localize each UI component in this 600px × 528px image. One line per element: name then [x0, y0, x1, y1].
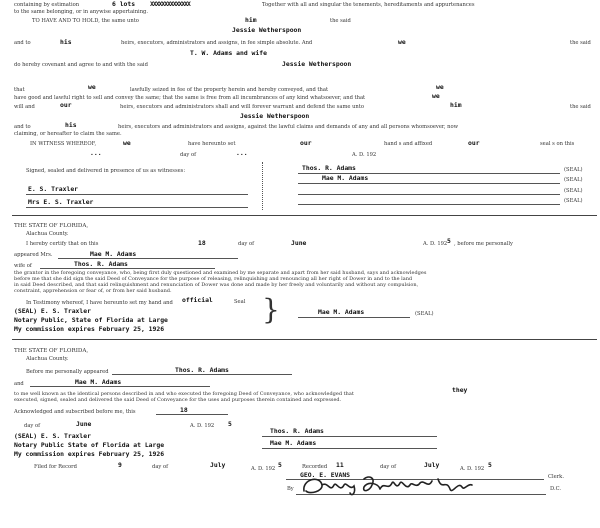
seized-we: we — [88, 83, 96, 91]
ack1-state: THE STATE OF FLORIDA, — [14, 223, 89, 229]
brace: } — [262, 293, 280, 326]
witness-we: we — [123, 139, 131, 147]
deed-line2-text: to the same belonging, or in anywise appertaining. — [14, 9, 149, 15]
fill-line — [30, 386, 210, 387]
ack1-para-1: the grantor in the foregoing conveyance, who, being first duly questioned and examined by me separate and apart from her said husband, says and acknowledges — [14, 270, 427, 276]
ack2-ad: A. D. 192 — [190, 423, 215, 429]
ack1-notary-name: (SEAL) E. S. Traxler — [14, 307, 91, 315]
assigns-text-b: heirs, executors and administrators and assigns, against the lawful claims and demands of any and all persons whomsoever, now — [118, 124, 459, 130]
habendum-said: the said — [330, 18, 351, 24]
deed-lots-value: 6 lots — [112, 0, 136, 8]
witness-hereunto: have hereunto set — [188, 141, 236, 147]
ack1-county: Alachua County. — [26, 231, 69, 237]
warrant-text-a: will and — [14, 104, 35, 110]
ack2-para-1: to me well known as the identical persons described in and who executed the foregoing Deed of Conveyance, who acknowledged that — [14, 391, 354, 397]
ack1-day: 18 — [198, 239, 206, 247]
grantee-name-1: Jessie Wetherspoon — [232, 26, 302, 34]
ack1-year-digit: 5 — [447, 237, 451, 245]
ack1-notary-title: Notary Public, State of Florida at Large — [14, 316, 168, 324]
recorded-ad: A. D. 192 — [460, 466, 485, 472]
deed-line1-text: containing by estimation — [14, 2, 80, 8]
ack2-day: 18 — [180, 406, 188, 414]
grantee-name-2: Jessie Wetherspoon — [282, 60, 352, 68]
typed-dots: ... — [90, 149, 102, 157]
ack1-para-3: in said Deed described, and that said relinquishment and renunciation of Dower was done and made by her freely and voluntarily and without any compulsion, — [14, 282, 419, 288]
assigns-text-a: and to — [14, 124, 31, 130]
recorded-day-of: day of — [380, 464, 397, 470]
signature-line — [298, 317, 410, 318]
habendum-grantee-pronoun: him — [245, 16, 257, 24]
witness-our-1: our — [300, 139, 312, 147]
ack2-appeared: Before me personally appeared — [26, 369, 109, 375]
signed-sealed-text: Signed, sealed and delivered in presence of us as witnesses: — [26, 168, 186, 174]
filed-month: July — [210, 461, 226, 469]
section-divider — [12, 339, 597, 340]
recorded-month: July — [424, 461, 440, 469]
filed-label: Filed for Record — [34, 464, 77, 470]
ack1-signature: Mae M. Adams — [318, 308, 365, 316]
section-divider — [12, 215, 597, 216]
witness-line — [26, 194, 248, 195]
grantee-name-3: Jessie Wetherspoon — [240, 112, 310, 120]
filed-ad: A. D. 192 — [251, 466, 276, 472]
ack1-seal-word: Seal — [234, 299, 246, 305]
seal-label: (SEAL) — [564, 177, 583, 183]
ack1-wife-of: wife of — [14, 263, 32, 269]
clerk-label: Clerk. — [548, 474, 564, 480]
signature-line — [262, 448, 437, 449]
right-to-sell-we: we — [432, 92, 440, 100]
fill-line — [112, 374, 292, 375]
ack1-appeared: appeared Mrs. — [14, 252, 53, 258]
covenant-text: do hereby covenant and agree to and with the said — [14, 62, 148, 68]
witness-hands: hand s and affixed — [384, 141, 433, 147]
ack1-ad: A. D. 192 — [423, 241, 448, 247]
warrant-him: him — [450, 101, 462, 109]
seized-text-a: that — [14, 87, 25, 93]
right-to-sell-text: have good and lawful right to sell and convey the same; that the same is free from all incumbrances of any kind whatsoever, and that — [14, 95, 366, 101]
seal-label: (SEAL) — [564, 167, 583, 173]
filed-day-of: day of — [152, 464, 169, 470]
warrant-text-b: heirs, executors and administrators shall and will forever warrant and defend the same unto — [120, 104, 364, 110]
recorded-label: Recorded — [302, 464, 328, 470]
witness-1-name: E. S. Traxler — [28, 185, 79, 193]
ack2-state: THE STATE OF FLORIDA, — [14, 348, 89, 354]
ack1-certify-text: I hereby certify that on this — [26, 241, 99, 247]
fill-line — [58, 258, 238, 259]
witness-seals: seal s on this — [540, 141, 575, 147]
signature-line — [298, 204, 560, 205]
signature-line — [298, 194, 560, 195]
witness-our-2: our — [468, 139, 480, 147]
seal-label: (SEAL) — [564, 188, 583, 194]
witness-2-name: Mrs E. S. Traxler — [28, 198, 94, 206]
ack1-testimony: In Testimony whereof, I have hereunto set my hand and — [26, 300, 173, 306]
recorded-year-digit: 5 — [488, 461, 492, 469]
ack2-county: Alachua County. — [26, 356, 69, 362]
seized-we-2: we — [436, 83, 444, 91]
ack2-they: they — [452, 386, 468, 394]
ack1-month: June — [291, 239, 307, 247]
ack2-signature-1: Thos. R. Adams — [270, 427, 324, 435]
heirs-said: the said — [570, 40, 591, 46]
ack2-day-of: day of — [24, 423, 41, 429]
witness-whereof-text: IN WITNESS WHEREOF, — [30, 141, 97, 147]
ack1-para-2: before me that she did sign the said Deed of Conveyance for the purpose of releasing, relinquishing and renouncing all her right of Dower in and to the land — [14, 276, 413, 282]
fill-line — [40, 268, 215, 269]
ack1-commission: My commission expires February 25, 1926 — [14, 325, 165, 333]
typed-x-fill: XXXXXXXXXXXXXX — [150, 0, 190, 8]
ack2-and: and — [14, 381, 24, 387]
ack2-commission: My commission expires February 25, 1926 — [14, 450, 165, 458]
seized-text-b: lawfully seized in fee of the property herein and hereby conveyed, and that — [130, 87, 329, 93]
ack2-signature-2: Mae M. Adams — [270, 439, 317, 447]
signature-line — [262, 436, 437, 437]
fill-line — [156, 414, 228, 415]
filed-day: 9 — [118, 461, 122, 469]
assigns-his: his — [65, 121, 77, 129]
dc-label: D.C. — [550, 486, 562, 492]
habendum-text: TO HAVE AND TO HOLD, the same unto — [32, 18, 139, 24]
ack1-before-me: , before me personally — [454, 241, 513, 247]
heirs-line-b: heirs, executors, administrators and assigns, in fee simple absolute. And — [121, 40, 313, 46]
deputy-clerk-signature — [298, 471, 478, 501]
seal-label: (SEAL) — [564, 198, 583, 204]
recorded-day: 11 — [336, 461, 344, 469]
warrant-our: our — [60, 101, 72, 109]
grantor-signature-1: Thos. R. Adams — [302, 164, 356, 172]
filed-year-digit: 5 — [278, 461, 282, 469]
clerk-name: GEO. E. EVANS — [300, 471, 351, 479]
grantor-signature-2: Mae M. Adams — [322, 174, 369, 182]
ack1-husband-name: Thos. R. Adams — [74, 260, 128, 268]
ack2-wife: Mae M. Adams — [75, 378, 122, 386]
deed-divider — [262, 162, 263, 210]
ack2-notary-title: Notary Public State of Florida at Large — [14, 441, 165, 449]
grantor-name: T. W. Adams and wife — [190, 49, 267, 57]
ack1-day-of: day of — [238, 241, 255, 247]
warrant-said: the said — [570, 104, 591, 110]
signature-line — [298, 183, 560, 184]
by-label: By — [287, 486, 294, 492]
ad-year-label: A. D. 192 — [352, 152, 377, 158]
heirs-line-a: and to — [14, 40, 31, 46]
typed-dots: ... — [236, 149, 248, 157]
witness-line — [26, 207, 248, 208]
deed-line1-text-b: Together with all and singular the tenements, hereditaments and appurtenances — [262, 2, 475, 8]
ack2-subscribed: Acknowledged and subscribed before me, this — [14, 409, 136, 415]
ack1-para-4: constraint, apprehension or fear of, or from her said husband. — [14, 288, 172, 294]
heirs-pronoun-1: his — [60, 38, 72, 46]
day-of-label: day of — [180, 152, 197, 158]
ack2-para-2: executed, signed, sealed and delivered the said Deed of Conveyance for the uses and purposes therein contained and expressed. — [14, 397, 342, 403]
claiming-text: claiming, or hereafter to claim the same. — [14, 131, 122, 137]
ack2-notary-name: (SEAL) E. S. Traxler — [14, 432, 91, 440]
ack1-wife-name: Mae M. Adams — [90, 250, 137, 258]
ack2-husband: Thos. R. Adams — [175, 366, 229, 374]
heirs-we-1: we — [398, 38, 406, 46]
ack1-official: official — [182, 296, 213, 304]
ack2-month: June — [76, 420, 92, 428]
ack1-seal: (SEAL) — [415, 311, 434, 317]
ack2-year-digit: 5 — [228, 420, 232, 428]
